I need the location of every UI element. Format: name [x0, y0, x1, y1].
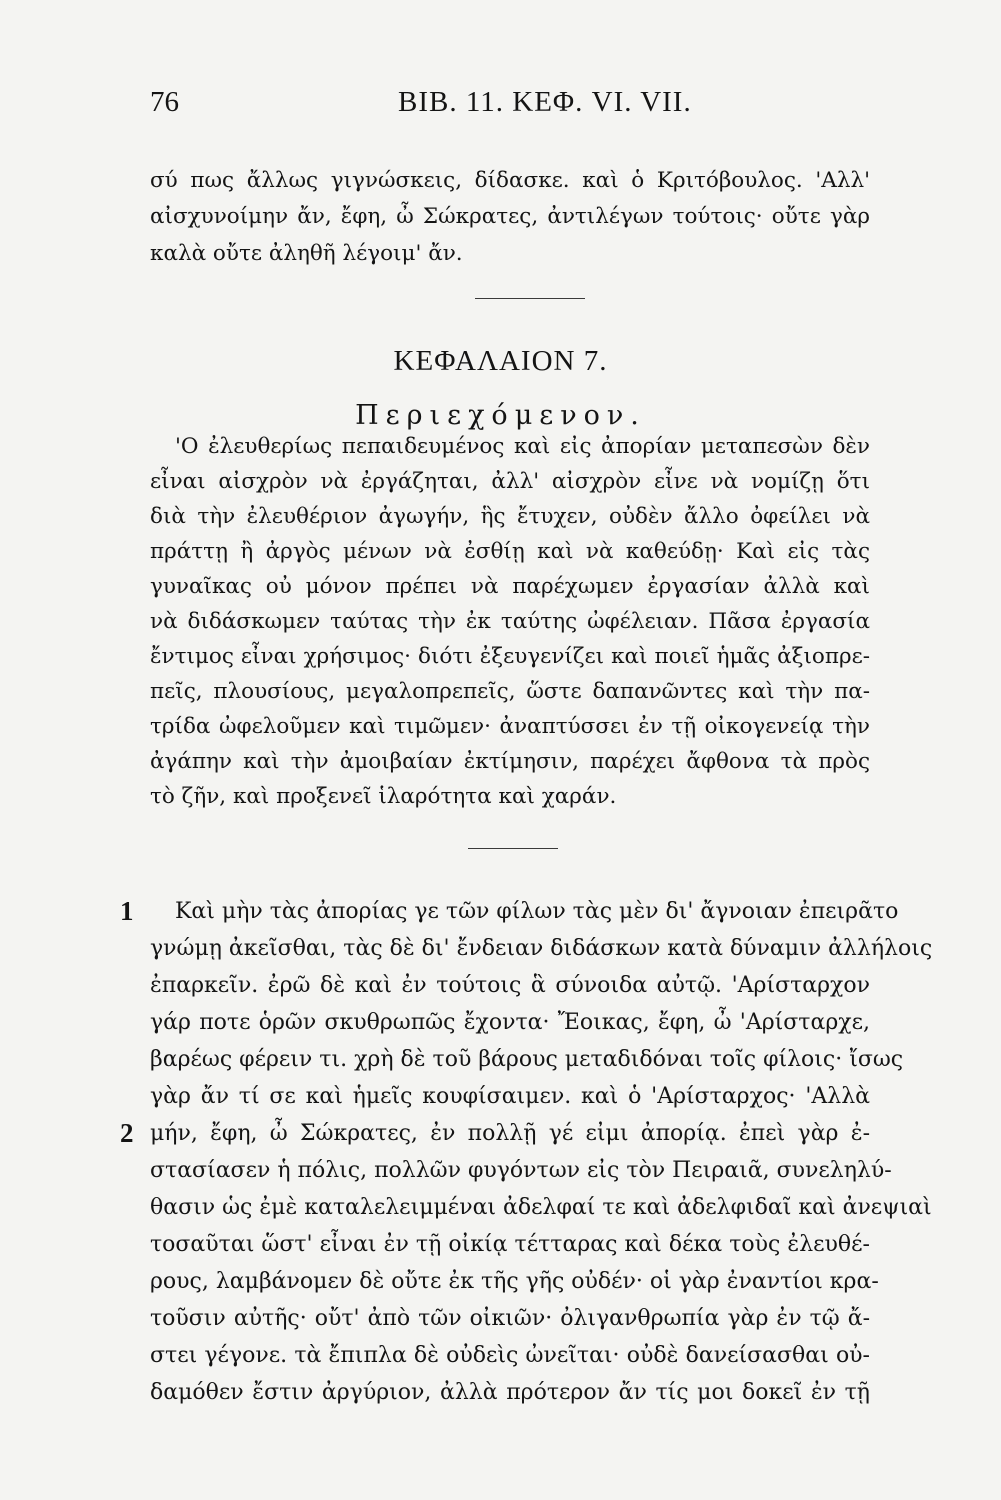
summary-line: πεῖς, πλουσίους, μεγαλοπρεπεῖς, ὥστε δαπανῶντες καὶ τὴν πα- — [150, 679, 870, 704]
running-title: BIB. 11. ΚΕΦ. VI. VII. — [398, 86, 692, 118]
summary-line: ἀγάπην καὶ τὴν ἀμοιβαίαν ἐκτίμησιν, παρέχει ἄφθονα τὰ πρὸς — [150, 749, 870, 774]
text-line: στει γέγονε. τὰ ἔπιπλα δὲ οὐδεὶς ὠνεῖται· οὐδὲ δανείσασθαι οὐ- — [150, 1343, 870, 1368]
chapter-subtitle: Περιεχόμενον. — [355, 400, 646, 431]
summary-line: πράττῃ ἢ ἀργὸς μένων νὰ ἐσθίῃ καὶ νὰ καθεύδῃ· Καὶ εἰς τὰς — [150, 539, 870, 564]
text-line: σύ πως ἄλλως γιγνώσκεις, δίδασκε. καὶ ὁ Κριτόβουλος. 'Αλλ' — [150, 168, 870, 193]
text-line: αἰσχυνοίμην ἄν, ἔφη, ὦ Σώκρατες, ἀντιλέγων τούτοις· οὔτε γὰρ — [150, 204, 870, 229]
text-line: καλὰ οὔτε ἀληθῆ λέγοιμ' ἄν. — [150, 241, 463, 266]
text-line: γὰρ ἄν τί σε καὶ ἡμεῖς κουφίσαιμεν. καὶ ὁ 'Αρίσταρχος· 'Αλλὰ — [150, 1084, 870, 1109]
verse-number: 2 — [120, 1118, 134, 1148]
text-line: δαμόθεν ἔστιν ἀργύριον, ἀλλὰ πρότερον ἄν τίς μοι δοκεῖ ἐν τῇ — [150, 1380, 870, 1405]
text-line: γνώμῃ ἀκεῖσθαι, τὰς δὲ δι' ἔνδειαν διδάσκων κατὰ δύναμιν ἀλλήλοις — [150, 936, 933, 961]
summary-line: νὰ διδάσκωμεν ταύτας τὴν ἐκ ταύτης ὠφέλειαν. Πᾶσα ἐργασία — [150, 609, 870, 634]
summary-line: γυναῖκας οὐ μόνον πρέπει νὰ παρέχωμεν ἐργασίαν ἀλλὰ καὶ — [150, 574, 870, 599]
chapter-heading: ΚΕΦΑΛΑΙΟΝ 7. — [393, 345, 608, 377]
text-line: γάρ ποτε ὁρῶν σκυθρωπῶς ἔχοντα· Ἔοικας, ἔφη, ὦ 'Αρίσταρχε, — [150, 1010, 870, 1035]
summary-line: τρίδα ὠφελοῦμεν καὶ τιμῶμεν· ἀναπτύσσει ἐν τῇ οἰκογενείᾳ τὴν — [150, 714, 870, 739]
text-line: βαρέως φέρειν τι. χρὴ δὲ τοῦ βάρους μεταδιδόναι τοῖς φίλοις· ἴσως — [150, 1047, 904, 1072]
text-line: στασίασεν ἡ πόλις, πολλῶν φυγόντων εἰς τὸν Πειραιᾶ, συνεληλύ- — [150, 1158, 892, 1183]
summary-line: τὸ ζῆν, καὶ προξενεῖ ἱλαρότητα καὶ χαράν. — [150, 784, 617, 809]
text-line: ἐπαρκεῖν. ἐρῶ δὲ καὶ ἐν τούτοις ἃ σύνοιδα αὐτῷ. 'Αρίσταρχον — [150, 973, 870, 998]
text-line: τοσαῦται ὥστ' εἶναι ἐν τῇ οἰκίᾳ τέτταρας καὶ δέκα τοὺς ἐλευθέ- — [150, 1232, 870, 1257]
summary-line: διὰ τὴν ἐλευθέριον ἀγωγήν, ἣς ἔτυχεν, οὐδὲν ἄλλο ὀφείλει νὰ — [150, 504, 870, 529]
text-line: μήν, ἔφη, ὦ Σώκρατες, ἐν πολλῇ γέ εἰμι ἀπορίᾳ. ἐπεὶ γὰρ ἐ- — [150, 1121, 870, 1146]
page-number: 76 — [150, 86, 179, 118]
verse-number: 1 — [120, 896, 134, 926]
text-line: ρους, λαμβάνομεν δὲ οὔτε ἐκ τῆς γῆς οὐδέν· οἱ γὰρ ἐναντίοι κρα- — [150, 1269, 879, 1294]
text-line: τοῦσιν αὐτῆς· οὔτ' ἀπὸ τῶν οἰκιῶν· ὀλιγανθρωπία γὰρ ἐν τῷ ἄ- — [150, 1306, 870, 1331]
summary-line: 'Ο ἐλευθερίως πεπαιδευμένος καὶ εἰς ἀπορίαν μεταπεσὼν δὲν — [175, 434, 870, 459]
section-divider — [468, 848, 558, 849]
text-line: θασιν ὡς ἐμὲ καταλελειμμέναι ἀδελφαί τε καὶ ἀδελφιδαῖ καὶ ἀνεψιαὶ — [150, 1195, 932, 1220]
summary-line: εἶναι αἰσχρὸν νὰ ἐργάζηται, ἀλλ' αἰσχρὸν εἶνε νὰ νομίζῃ ὅτι — [150, 469, 870, 494]
running-header — [150, 86, 870, 126]
summary-line: ἔντιμος εἶναι χρήσιμος· διότι ἐξευγενίζει καὶ ποιεῖ ἡμᾶς ἀξιοπρε- — [150, 644, 870, 669]
section-divider — [475, 298, 585, 299]
text-line: Καὶ μὴν τὰς ἀπορίας γε τῶν φίλων τὰς μὲν δι' ἄγνοιαν ἐπειρᾶτο — [175, 899, 899, 924]
